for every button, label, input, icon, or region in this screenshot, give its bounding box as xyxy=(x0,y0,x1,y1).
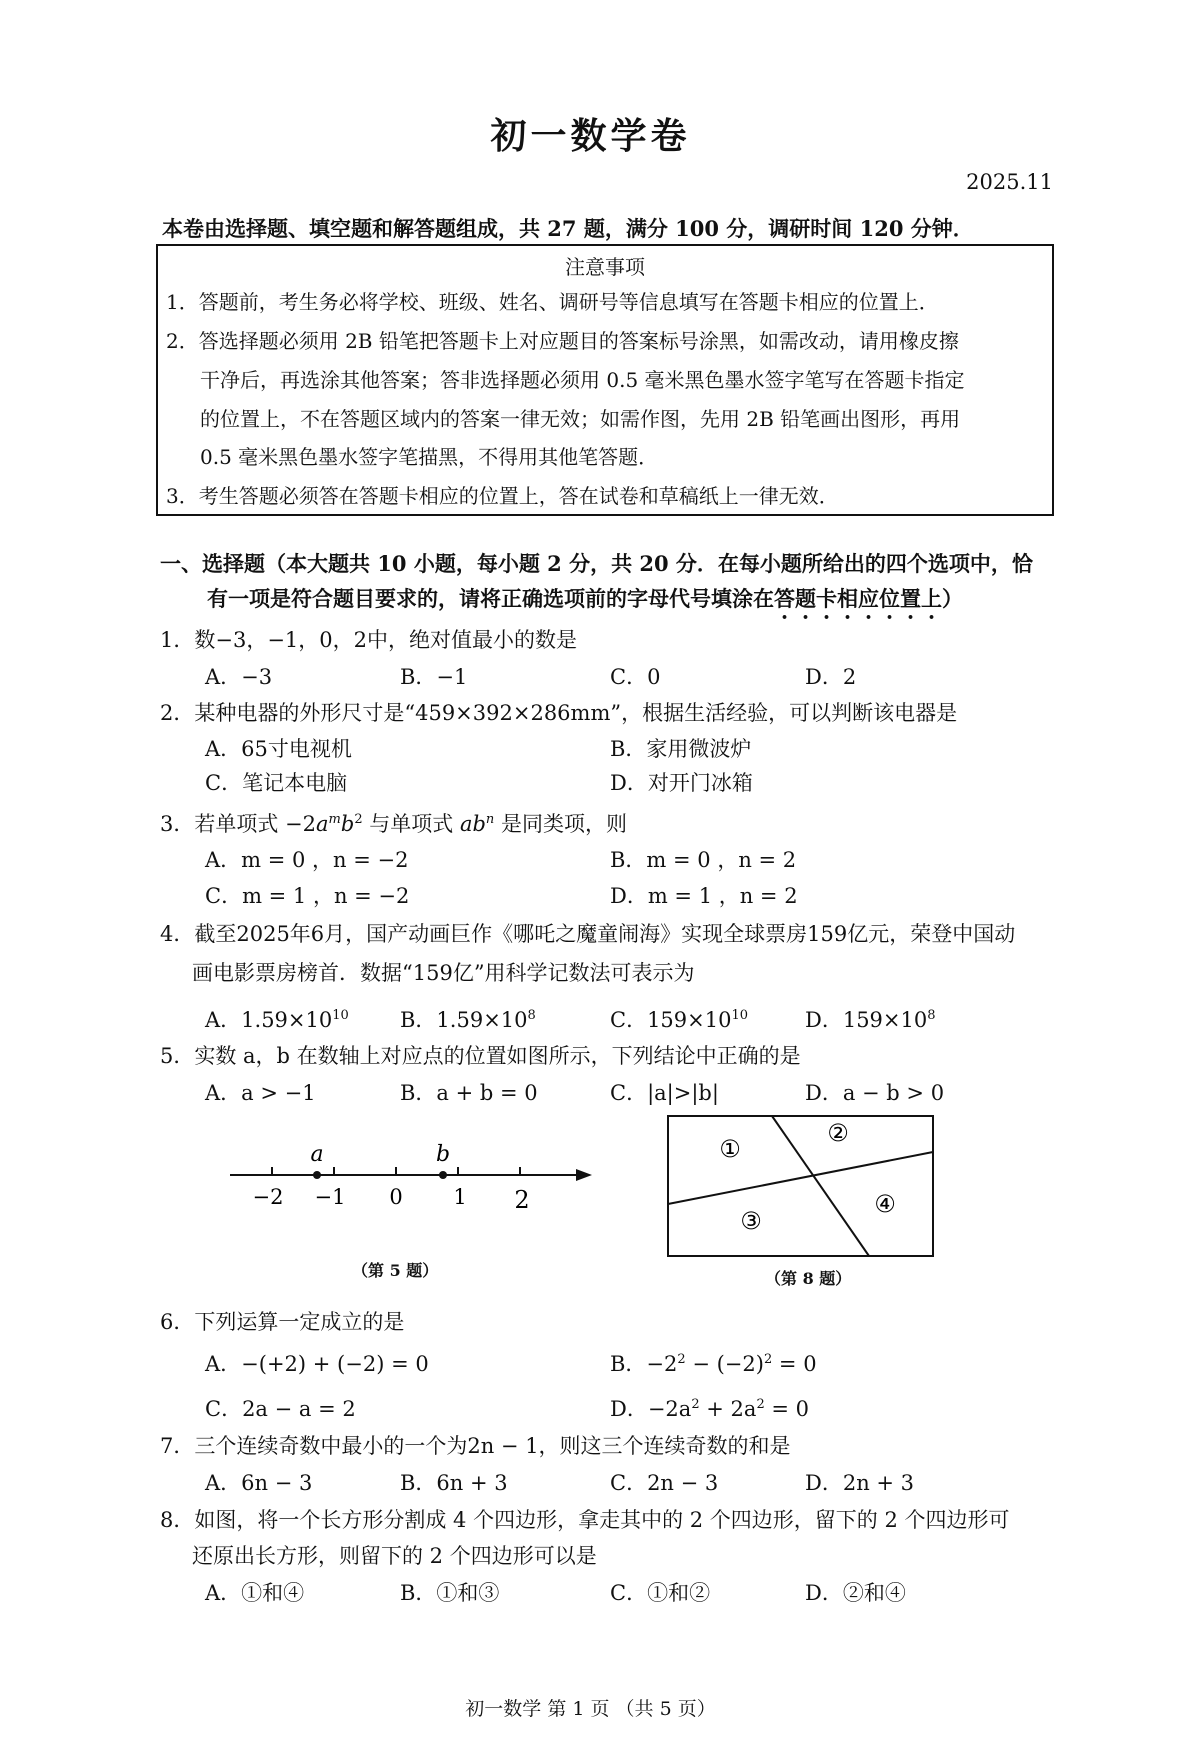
q4-option-c xyxy=(610,1004,748,1034)
figure-8-rectangle xyxy=(660,1108,940,1268)
q2-stem: 2．某种电器的外形尺寸是“459×392×286mm”，根据生活经验，可以判断该电器是 xyxy=(160,701,958,725)
q6-option-d-exp: 2 xyxy=(756,1397,765,1412)
tick-label: 0 xyxy=(389,1185,403,1209)
section1-close-paren: ） xyxy=(942,586,963,611)
page-title: 初一数学卷 xyxy=(490,115,691,157)
q5-option-b: B．a + b = 0 xyxy=(400,1081,538,1105)
number-line-arrow xyxy=(576,1169,592,1181)
notice-item-2-line-1: 2．答选择题必须用 2B 铅笔把答题卡上对应题目的答案标号涂黑，如需改动，请用橡皮擦 xyxy=(166,329,959,353)
q2-option-b: B．家用微波炉 xyxy=(610,737,752,761)
q8-option-b: B．①和③ xyxy=(400,1581,500,1605)
figure-5-number-line xyxy=(220,1130,600,1230)
q4-option-b-exp: 8 xyxy=(527,1008,536,1023)
q6-option-d-part: D．−2a xyxy=(610,1397,692,1421)
q4-option-d xyxy=(805,1004,936,1034)
q5-option-c: C．|a|>|b| xyxy=(610,1081,719,1105)
q4-option-d-base: D．159×10 xyxy=(805,1008,928,1032)
q3-exp: n xyxy=(485,812,495,827)
q2-option-d: D．对开门冰箱 xyxy=(610,771,753,795)
q8-stem-line-1: 8．如图，将一个长方形分割成 4 个四边形，拿走其中的 2 个四边形，留下的 2 个四边形可 xyxy=(160,1508,1010,1532)
q2-option-c: C．笔记本电脑 xyxy=(205,771,348,795)
point-b xyxy=(439,1171,447,1179)
q6-option-d-part: = 0 xyxy=(764,1397,810,1421)
q6-option-b-part: = 0 xyxy=(772,1352,817,1376)
q6-option-b-exp: 2 xyxy=(677,1352,686,1367)
q6-stem: 6．下列运算一定成立的是 xyxy=(160,1310,405,1334)
q6-option-c: C．2a − a = 2 xyxy=(205,1397,356,1421)
q4-stem-line-2: 画电影票房榜首．数据“159亿”用科学记数法可表示为 xyxy=(192,961,695,985)
region-label-4: ④ xyxy=(874,1190,896,1218)
q3-var: b xyxy=(340,812,355,836)
q5-option-d: D．a − b > 0 xyxy=(805,1081,945,1105)
q3-stem xyxy=(160,808,627,838)
q6-option-d-part: + 2a xyxy=(699,1397,757,1421)
q4-option-b-base: B．1.59×10 xyxy=(400,1008,528,1032)
notice-box xyxy=(156,244,1054,516)
q8-option-a: A．①和④ xyxy=(205,1581,305,1605)
q1-stem: 1．数−3，−1，0，2中，绝对值最小的数是 xyxy=(160,628,577,652)
q3-stem-part: 是同类项，则 xyxy=(494,812,627,836)
q4-option-b xyxy=(400,1004,536,1034)
q3-var: a xyxy=(316,812,329,836)
q3-stem-part: 3．若单项式 −2 xyxy=(160,812,316,836)
q8-stem-line-2: 还原出长方形，则留下的 2 个四边形可以是 xyxy=(192,1544,597,1568)
q7-option-d: D．2n + 3 xyxy=(805,1471,915,1495)
q6-option-a: A．−(+2) + (−2) = 0 xyxy=(205,1352,429,1376)
q7-option-b: B．6n + 3 xyxy=(400,1471,508,1495)
region-label-1: ① xyxy=(719,1135,741,1163)
exam-intro: 本卷由选择题、填空题和解答题组成，共 27 题，满分 100 分，调研时间 120 分钟． xyxy=(162,216,974,241)
q5-option-a: A．a > −1 xyxy=(205,1081,316,1105)
q3-var: ab xyxy=(459,812,486,836)
q6-option-d xyxy=(610,1393,809,1423)
point-a-label: a xyxy=(310,1142,324,1167)
section1-emphasis: 答题卡相应位置上 xyxy=(774,586,942,611)
q2-option-a: A．65寸电视机 xyxy=(205,737,352,761)
section1-heading: 一、选择题（本大题共 10 小题，每小题 2 分，共 20 分．在每小题所给出的四个选项中，恰 xyxy=(160,551,1033,576)
q8-option-d: D．②和④ xyxy=(805,1581,906,1605)
figure-8-caption: （第 8 题） xyxy=(765,1269,852,1288)
q6-option-b xyxy=(610,1348,817,1378)
q5-stem: 5．实数 a，b 在数轴上对应点的位置如图所示，下列结论中正确的是 xyxy=(160,1044,801,1068)
tick-label: −1 xyxy=(314,1185,346,1209)
q4-option-a xyxy=(205,1004,349,1034)
q7-stem: 7．三个连续奇数中最小的一个为2n − 1，则这三个连续奇数的和是 xyxy=(160,1434,791,1458)
exam-date: 2025.11 xyxy=(966,170,1053,194)
point-a xyxy=(313,1171,321,1179)
region-label-3: ③ xyxy=(740,1207,762,1235)
q4-option-c-exp: 10 xyxy=(731,1008,749,1023)
q4-option-c-base: C．159×10 xyxy=(610,1008,732,1032)
page-footer: 初一数学 第 1 页 （共 5 页） xyxy=(465,1698,716,1720)
q1-option-d: D．2 xyxy=(805,665,857,689)
tick-label: 2 xyxy=(514,1186,530,1214)
q7-option-c: C．2n − 3 xyxy=(610,1471,719,1495)
tick-label: 1 xyxy=(453,1185,467,1209)
q4-option-a-base: A．1.59×10 xyxy=(205,1008,333,1032)
notice-heading: 注意事项 xyxy=(565,255,645,279)
q6-option-b-part: B．−2 xyxy=(610,1352,678,1376)
q1-option-b: B．−1 xyxy=(400,665,468,689)
q4-stem-line-1: 4．截至2025年6月，国产动画巨作《哪吒之魔童闹海》实现全球票房159亿元，荣登中国动 xyxy=(160,922,1016,946)
figure-5-caption: （第 5 题） xyxy=(352,1261,439,1280)
q8-option-c: C．①和② xyxy=(610,1581,711,1605)
q7-option-a: A．6n − 3 xyxy=(205,1471,313,1495)
q3-exp: 2 xyxy=(354,812,363,827)
section1-heading-line-2 xyxy=(207,583,963,624)
notice-item-2-line-4: 0.5 毫米黑色墨水签字笔描黑，不得用其他笔答题． xyxy=(200,445,659,469)
q1-option-a: A．−3 xyxy=(205,665,273,689)
q6-option-d-exp: 2 xyxy=(691,1397,700,1412)
q6-option-b-part: − (−2) xyxy=(685,1352,764,1376)
q3-option-c: C．m = 1 ，n = −2 xyxy=(205,884,410,908)
rectangle-outline xyxy=(668,1116,933,1256)
tick-label: −2 xyxy=(252,1185,284,1209)
notice-item-2-line-2: 干净后，再选涂其他答案；答非选择题必须用 0.5 毫米黑色墨水签字笔写在答题卡指定 xyxy=(200,368,965,392)
notice-item-1: 1．答题前，考生务必将学校、班级、姓名、调研号等信息填写在答题卡相应的位置上． xyxy=(166,290,939,314)
q4-option-a-exp: 10 xyxy=(332,1008,349,1023)
section1-instruction: 有一项是符合题目要求的，请将正确选项前的字母代号填涂在 xyxy=(207,586,774,611)
q6-option-b-exp: 2 xyxy=(763,1352,773,1367)
q3-option-a: A．m = 0 ，n = −2 xyxy=(205,848,409,872)
point-b-label: b xyxy=(435,1142,451,1167)
q3-option-b: B．m = 0 ，n = 2 xyxy=(610,848,797,872)
notice-item-3: 3．考生答题必须答在答题卡相应的位置上，答在试卷和草稿纸上一律无效． xyxy=(166,484,839,508)
q3-exp: m xyxy=(328,812,341,827)
q4-option-d-exp: 8 xyxy=(927,1008,936,1023)
q3-stem-part: 与单项式 xyxy=(362,812,460,836)
notice-item-2-line-3: 的位置上，不在答题区域内的答案一律无效；如需作图，先用 2B 铅笔画出图形，再用 xyxy=(200,407,961,431)
q1-option-c: C．0 xyxy=(610,665,661,689)
dividing-line xyxy=(772,1116,869,1256)
region-label-2: ② xyxy=(827,1119,849,1147)
q3-option-d: D．m = 1 ，n = 2 xyxy=(610,884,798,908)
